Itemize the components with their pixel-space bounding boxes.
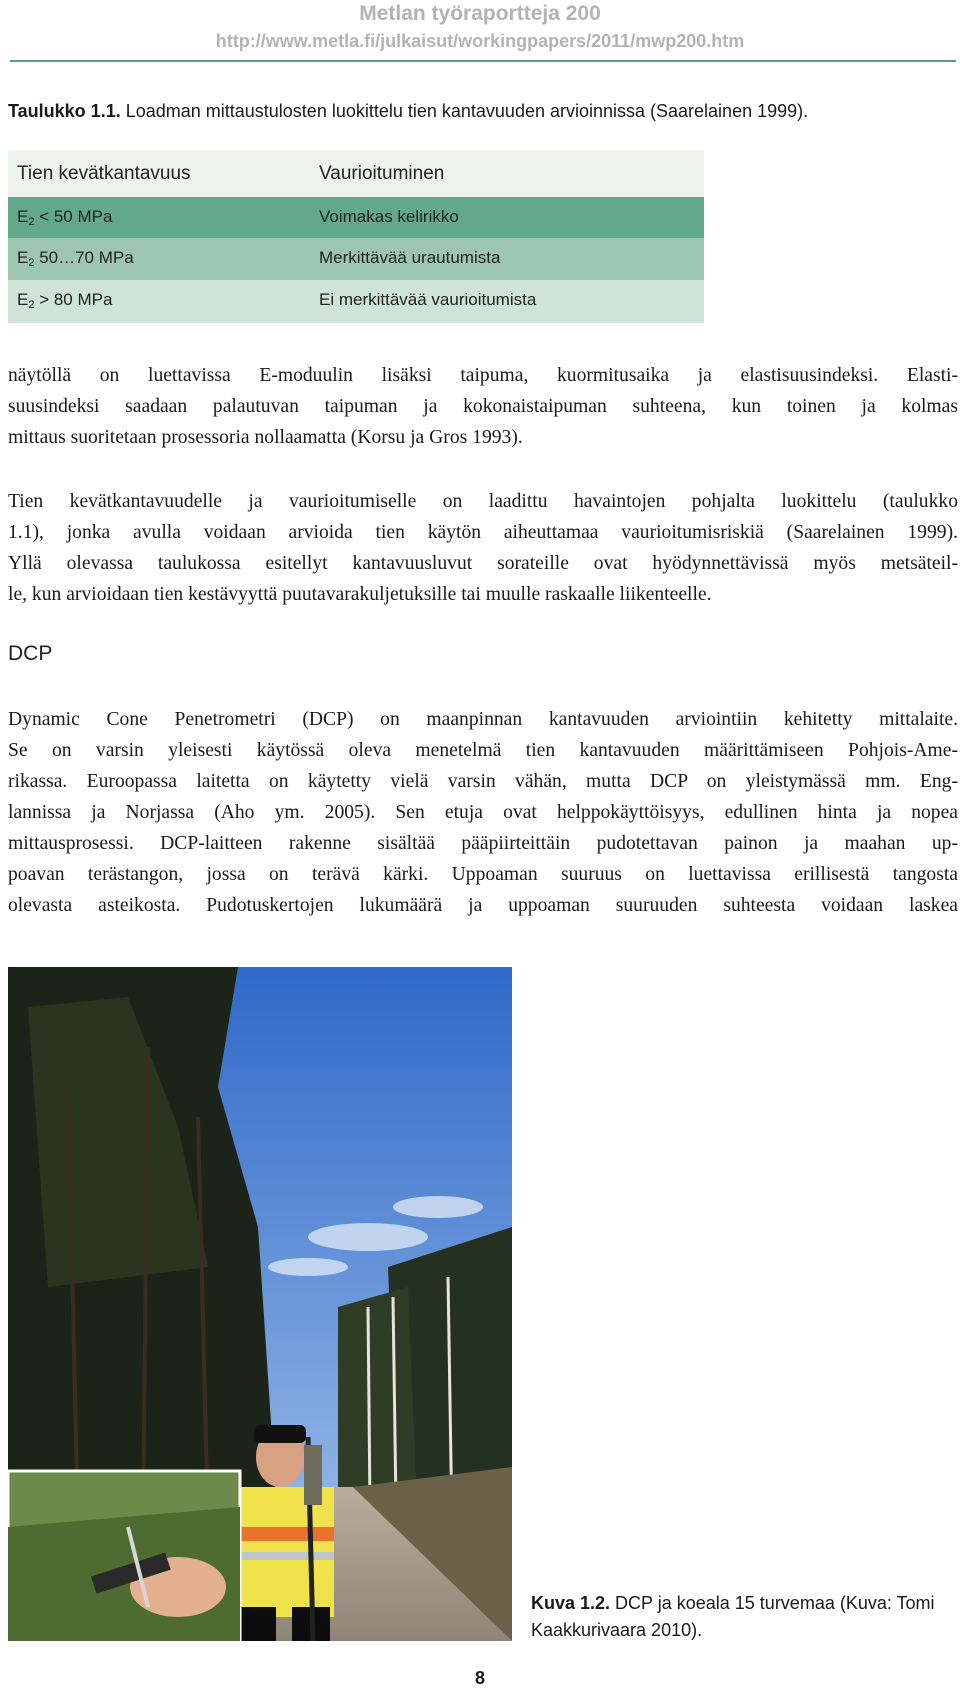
paragraph-classification bbox=[8, 486, 958, 610]
table-caption-label: Taulukko 1.1. bbox=[8, 101, 121, 121]
figure-caption-label: Kuva 1.2. bbox=[531, 1593, 611, 1613]
col-header-damage: Vaurioituminen bbox=[319, 163, 445, 184]
series-title: Metlan työraportteja 200 bbox=[359, 2, 601, 25]
classification-table bbox=[8, 150, 704, 323]
figure-caption bbox=[531, 1590, 960, 1644]
text-line: poavan terästangon, jossa on terävä kärki. Uppoaman suuruus on luettavissa erillisestä tangosta bbox=[8, 864, 958, 885]
capacity-cell: $E_2 > 80$ MPa bbox=[17, 290, 113, 311]
table-caption-text: Loadman mittaustulosten luokittelu tien kantavuuden arvioinnissa (Saarelainen 1999). bbox=[120, 101, 809, 121]
table-caption bbox=[8, 101, 958, 122]
text-line: Tien kevätkantavuudelle ja vaurioitumiselle on laadittu havaintojen pohjalta luokittelu (taulukko bbox=[8, 491, 958, 512]
text-line: Dynamic Cone Penetrometri (DCP) on maanpinnan kantavuuden arviointiin kehitetty mittalaite. bbox=[8, 709, 958, 730]
text-line: mittausprosessi. DCP-laitteen rakenne sisältää pääpiirteittäin pudotettavan painon ja maahan up- bbox=[8, 833, 958, 854]
table-row bbox=[8, 280, 704, 323]
table-row bbox=[8, 197, 704, 238]
text-line: 1.1), jonka avulla voidaan arvioida tien käytön aiheuttamaa vaurioitumisriskiä (Saarelainen 1999). bbox=[8, 522, 958, 543]
photo-illustration bbox=[8, 967, 512, 1641]
text-line: Yllä olevassa taulukossa esitellyt kantavuusluvut sorateille ovat hyödynnettävissä myös metsäteil- bbox=[8, 553, 958, 574]
text-line: olevasta asteikosta. Pudotuskertojen lukumäärä ja uppoaman suuruuden suhteesta voidaan laskea bbox=[8, 895, 958, 916]
text-line: suusindeksi saadaan palautuvan taipuman ja kokonaistaipuman suhteena, kun toinen ja kolmas bbox=[8, 396, 958, 417]
section-heading-dcp: DCP bbox=[8, 642, 53, 665]
text-line: le, kun arvioidaan tien kestävyyttä puutavarakuljetuksille tai muulle raskaalle liikenteelle. bbox=[8, 584, 712, 605]
paragraph-elasticity bbox=[8, 360, 958, 453]
figure-caption-text: DCP ja koeala 15 turvemaa (Kuva: Tomi Kaakkurivaara 2010). bbox=[531, 1593, 935, 1640]
col-header-bearing-capacity: Tien kevätkantavuus bbox=[17, 163, 191, 184]
text-line: Se on varsin yleisesti käytössä oleva menetelmä tien kantavuuden määrittämiseen Pohjois-Ame- bbox=[8, 740, 958, 761]
capacity-cell: $E_2 < 50$ MPa bbox=[17, 207, 113, 228]
capacity-cell: $E_2$ 50…70 MPa bbox=[17, 248, 134, 269]
text-line: mittaus suoritetaan prosessoria nollaamatta (Korsu ja Gros 1993). bbox=[8, 427, 523, 448]
table-row bbox=[8, 238, 704, 280]
series-url[interactable]: http://www.metla.fi/julkaisut/workingpapers/2011/mwp200.htm bbox=[215, 31, 745, 51]
text-line: lannissa ja Norjassa (Aho ym. 2005). Sen etuja ovat helppokäyttöisyys, edullinen hinta ja nopea bbox=[8, 802, 958, 823]
header-divider bbox=[10, 60, 956, 62]
table-header-row bbox=[8, 150, 704, 197]
page-number: 8 bbox=[474, 1668, 485, 1688]
damage-cell: Voimakas kelirikko bbox=[319, 207, 459, 226]
text-line: rikassa. Euroopassa laitetta on käytetty vielä varsin vähän, mutta DCP on yleistymässä mm. Eng- bbox=[8, 771, 958, 792]
paragraph-dcp bbox=[8, 704, 958, 921]
damage-cell: Ei merkittävää vaurioitumista bbox=[319, 290, 537, 309]
text-line: näytöllä on luettavissa E-moduulin lisäksi taipuma, kuormitusaika ja elastisuusindeksi. Elasti- bbox=[8, 365, 958, 386]
dcp-photo bbox=[8, 967, 512, 1641]
damage-cell: Merkittävää urautumista bbox=[319, 248, 501, 267]
